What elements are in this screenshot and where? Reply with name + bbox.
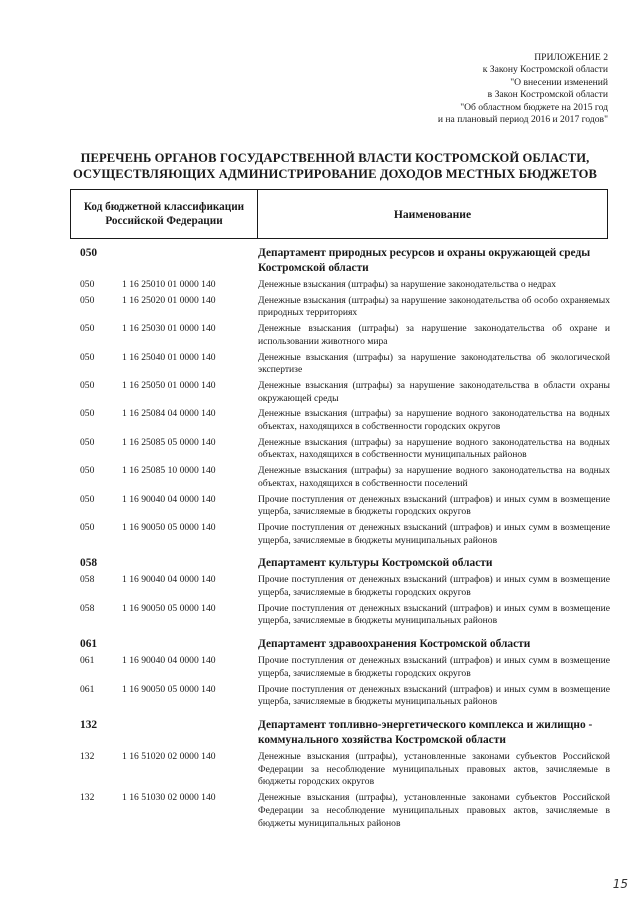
row-name: Департамент здравоохранения Костромской области [258,638,531,651]
appendix-line: и на плановый период 2016 и 2017 годов" [437,114,608,126]
row-budget-code: 1 16 25040 01 0000 140 [122,351,216,363]
table-row [80,352,610,377]
table-row [80,437,610,462]
document-title [70,150,600,182]
row-admin-code: 061 [80,683,95,695]
table-header [70,189,608,239]
row-name: Прочие поступления от денежных взысканий (штрафов) и иных сумм в возмещение ущерба, зачисляемые в бюджеты городских округов [258,493,610,518]
appendix-line: "Об областном бюджете на 2015 год [460,101,608,113]
document-title-line: ОСУЩЕСТВЛЯЮЩИХ АДМИНИСТРИРОВАНИЕ ДОХОДОВ МЕСТНЫХ БЮДЖЕТОВ [72,167,598,181]
row-admin-code: 050 [80,323,95,335]
row-admin-code: 058 [80,574,95,586]
row-name: Денежные взыскания (штрафы) за нарушение законодательства об охране и использовании животного мира [258,323,610,347]
row-name: Денежные взыскания (штрафы), установленные законами субъектов Российской Федерации за несоблюдение муниципальных правовых актов, зачисляемые в бюджеты муниципальных районов [258,792,610,829]
row-budget-code [122,718,258,748]
row-budget-code: 1 16 51020 02 0000 140 [122,750,216,762]
department-row [80,246,610,276]
table-row [80,279,610,292]
row-name: Денежные взыскания (штрафы) за нарушение водного законодательства на водных объектах, находящихся в собственности муниципальных районов [258,436,610,461]
row-admin-code: 050 [80,465,95,477]
appendix-line: в Закон Костромской области [487,89,608,101]
appendix-line: "О внесении изменений [510,76,608,88]
row-admin-code: 050 [80,408,95,420]
appendix-line: к Закону Костромской области [482,64,608,76]
appendix-note [348,52,608,126]
row-name: Прочие поступления от денежных взысканий (штрафов) и иных сумм в возмещение ущерба, зачисляемые в бюджеты городских округов [258,655,610,679]
row-budget-code: 1 16 25030 01 0000 140 [122,323,216,335]
row-admin-code: 061 [80,655,95,667]
revenue-table-body [80,246,610,830]
appendix-line: ПРИЛОЖЕНИЕ 2 [534,52,608,63]
document-title-line: ПЕРЕЧЕНЬ ОРГАНОВ ГОСУДАРСТВЕННОЙ ВЛАСТИ КОСТРОМСКОЙ ОБЛАСТИ, [80,151,590,165]
row-admin-code: 050 [80,351,95,363]
page-number: 15 [612,877,628,891]
row-name: Денежные взыскания (штрафы) за нарушение законодательства об особо охраняемых природных территориях [258,294,610,319]
row-admin-code: 132 [80,750,95,762]
row-admin-code: 050 [80,294,95,306]
row-budget-code: 1 16 25085 05 0000 140 [122,436,216,448]
table-row [80,751,610,789]
row-budget-code: 1 16 25010 01 0000 140 [122,279,216,290]
row-budget-code: 1 16 90050 05 0000 140 [122,602,216,614]
table-row [80,684,610,709]
row-budget-code: 1 16 25050 01 0000 140 [122,379,216,391]
row-budget-code: 1 16 90040 04 0000 140 [122,574,216,586]
table-row [80,522,610,547]
table-row [80,295,610,320]
row-budget-code: 1 16 90040 04 0000 140 [122,655,216,667]
row-admin-code: 050 [80,493,95,505]
table-row [80,323,610,348]
row-budget-code: 1 16 25085 10 0000 140 [122,465,216,477]
table-row [80,465,610,490]
row-admin-code: 132 [80,718,98,731]
table-row [80,655,610,680]
column-header-name: Наименование [393,207,472,221]
row-name: Денежные взыскания (штрафы) за нарушение законодательства об экологической экспертизе [258,351,610,376]
row-budget-code: 1 16 51030 02 0000 140 [122,792,216,804]
row-budget-code: 1 16 25020 01 0000 140 [122,294,216,306]
row-admin-code: 058 [80,602,95,614]
row-admin-code: 050 [80,436,95,448]
row-name: Прочие поступления от денежных взысканий (штрафов) и иных сумм в возмещение ущерба, зачисляемые в бюджеты муниципальных районов [258,683,610,708]
row-name: Департамент природных ресурсов и охраны окружающей среды Костромской области [258,247,591,274]
department-row [80,718,610,748]
row-admin-code: 050 [80,379,95,391]
department-row [80,556,610,571]
row-name: Департамент топливно-энергетического комплекса и жилищно - коммунального хозяйства Костромской области [258,718,593,746]
row-name: Прочие поступления от денежных взысканий (штрафов) и иных сумм в возмещение ущерба, зачисляемые в бюджеты городских округов [258,574,610,599]
row-admin-code: 058 [80,557,98,570]
table-row [80,574,610,599]
row-name: Прочие поступления от денежных взысканий (штрафов) и иных сумм в возмещение ущерба, зачисляемые в бюджеты муниципальных районов [258,521,610,546]
row-admin-code: 050 [80,247,98,259]
row-admin-code: 132 [80,792,95,804]
row-budget-code: 1 16 90050 05 0000 140 [122,521,216,533]
table-row [80,792,610,830]
row-budget-code [122,637,258,652]
row-name: Денежные взыскания (штрафы) за нарушение законодательства в области охраны окружающей среды [258,379,610,404]
row-budget-code [122,556,258,571]
row-name: Департамент культуры Костромской области [258,557,493,570]
row-name: Денежные взыскания (штрафы) за нарушение водного законодательства на водных объектах, находящихся в собственности городских округов [258,408,610,433]
row-budget-code [122,246,258,276]
row-name: Денежные взыскания (штрафы) за нарушение законодательства о недрах [258,279,557,290]
table-row [80,408,610,433]
row-name: Денежные взыскания (штрафы), установленные законами субъектов Российской Федерации за несоблюдение муниципальных правовых актов, зачисляемые в бюджеты городских округов [258,750,610,788]
row-admin-code: 050 [80,521,95,533]
table-row [80,380,610,405]
row-admin-code: 061 [80,638,98,651]
row-budget-code: 1 16 90040 04 0000 140 [122,493,216,505]
department-row [80,637,610,652]
column-header-code: Код бюджетной классификации Российской Федерации [71,190,258,238]
row-name: Денежные взыскания (штрафы) за нарушение водного законодательства на водных объектах, находящихся в собственности поселений [258,465,610,489]
table-row [80,494,610,519]
row-admin-code: 050 [80,279,95,290]
row-name: Прочие поступления от денежных взысканий (штрафов) и иных сумм в возмещение ущерба, зачисляемые в бюджеты муниципальных районов [258,602,610,627]
row-budget-code: 1 16 90050 05 0000 140 [122,683,216,695]
table-row [80,603,610,628]
row-budget-code: 1 16 25084 04 0000 140 [122,408,216,420]
